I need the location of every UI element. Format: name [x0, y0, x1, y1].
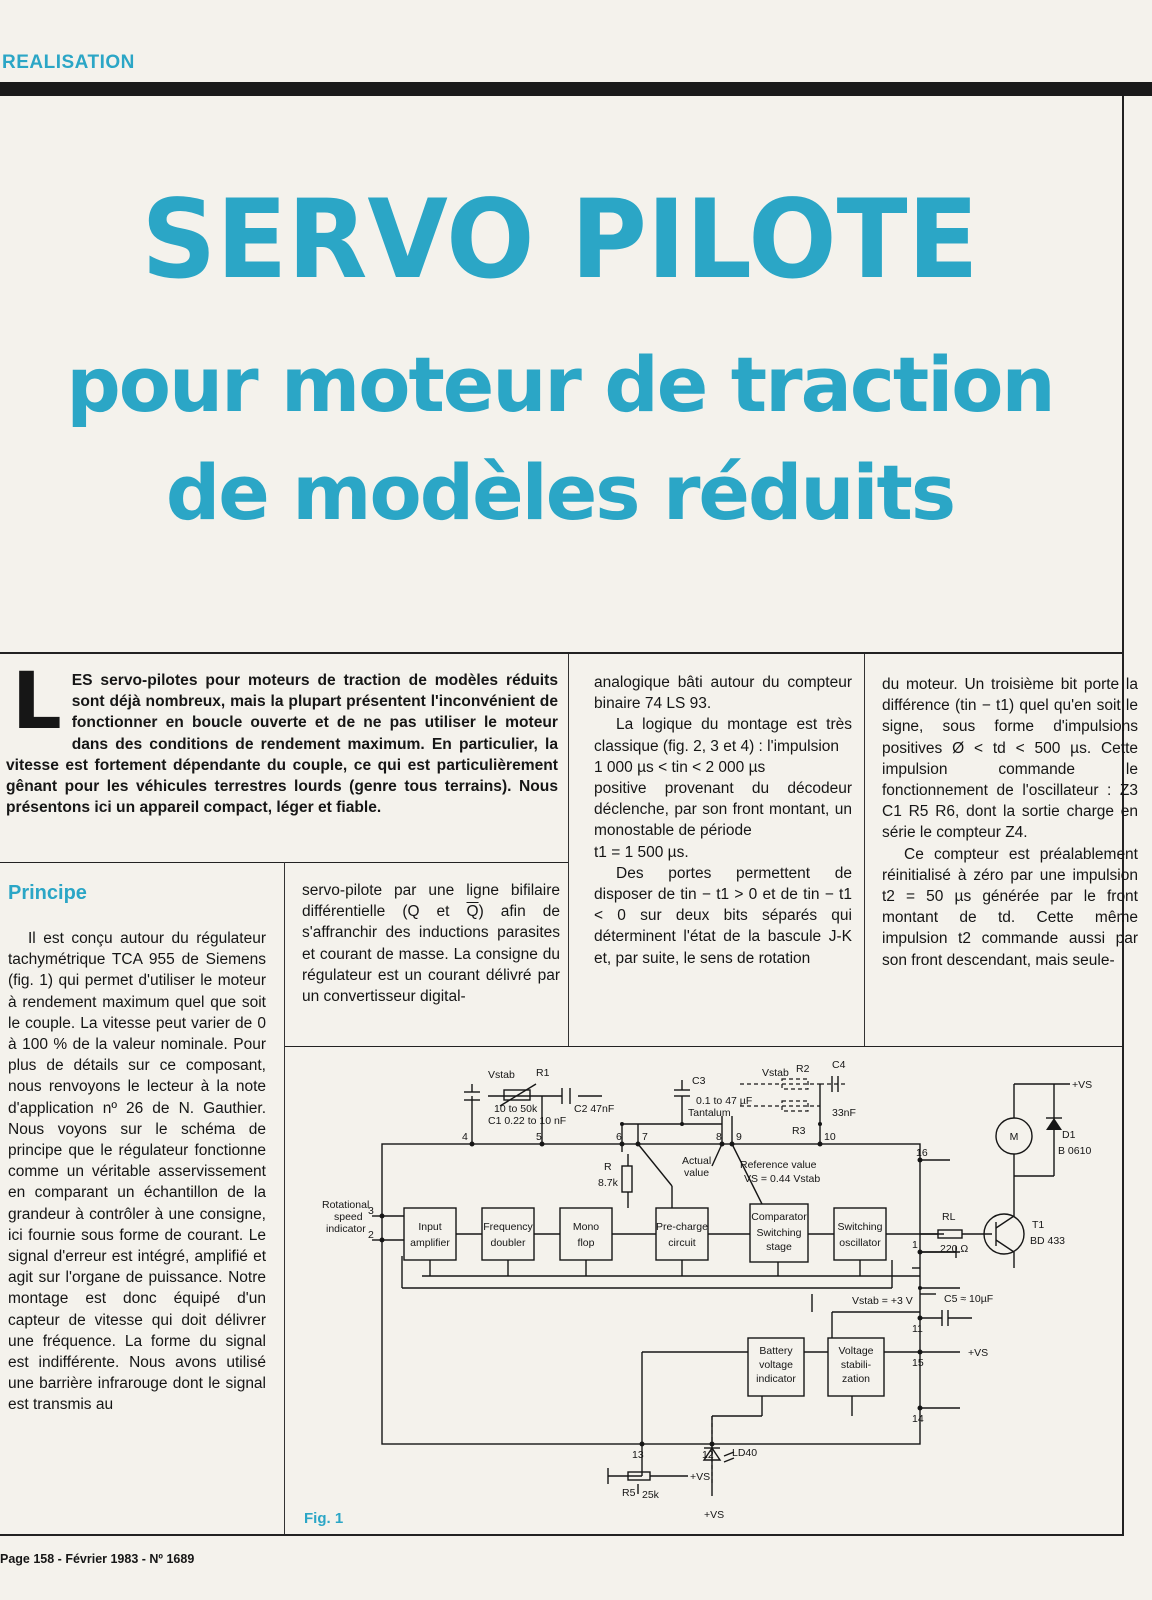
column-1-text: Il est conçu autour du régulateur tachymétrique TCA 955 de Siemens (fig. 1) qui permet d'utiliser le moteur à rendement maximum quel que soit le couple. La vitesse peut varier de 0 à 100 % de la valeur nominale. Pour plus de détails sur ce composant, nous renvoyons le lecteur à la note d'application nº 26 de N. Gauthier. Nous voyons sur le schéma de principe que le régulateur fonctionne comme un véritable asservissement en comparant un échantillon de la grandeur à contrôler à une consigne, ici fournie sous forme de courant. Le signal d'erreur est intégré, amplifié et agit sur l'organe de puissance. Notre montage est donc équipé d'un capteur de vitesse qui doit délivrer une fréquence. La forme du signal est indifférente. Nous avons utilisé une barrière infrarouge dont le signal est transmis au [8, 930, 266, 1414]
circuit-diagram [292, 1056, 1112, 1526]
svg-text:M: M [1009, 1131, 1019, 1143]
article-title: SERVO PILOTE [141, 174, 979, 304]
svg-text:25k: 25k [642, 1489, 659, 1501]
figure-label: Fig. 1 [304, 1510, 344, 1527]
svg-text:33nF: 33nF [832, 1107, 856, 1119]
svg-text:amplifier: amplifier [410, 1237, 450, 1249]
paragraph: positive provenant du décodeur déclenche, par son front montant, un monostable de période [594, 780, 852, 840]
formula: t1 = 1 500 µs. [594, 843, 689, 861]
ic-outline [382, 1144, 920, 1444]
column-2-text [302, 880, 560, 1007]
svg-text:12: 12 [702, 1449, 714, 1461]
col2-text-b: ) afin de s'affranchir des inductions parasites et courant de masse. La consigne du régulateur est un courant délivré par un convertisseur digital- [302, 903, 560, 1006]
svg-text:C2 47nF: C2 47nF [574, 1103, 615, 1115]
svg-text:Comparator: Comparator [751, 1211, 807, 1223]
svg-text:Frequency: Frequency [483, 1221, 533, 1233]
svg-text:16: 16 [916, 1147, 928, 1159]
section-label: REALISATION [2, 52, 135, 73]
block-input-amplifier [404, 1208, 456, 1260]
paragraph: Ce compteur est préalablement réinitialisé à zéro par une impulsion t2 = 50 µs générée par le front montant de td. Cette même impulsion t2 commande aussi par son front descendant, mais seule- [882, 845, 1138, 969]
svg-text:+VS: +VS [704, 1509, 725, 1521]
svg-text:10 to 50k: 10 to 50k [494, 1103, 538, 1115]
article-subtitle-1: pour moteur de traction [66, 340, 1054, 429]
svg-text:Switching: Switching [756, 1227, 802, 1239]
svg-text:Battery: Battery [759, 1345, 793, 1357]
bottom-rule [0, 1534, 1124, 1536]
svg-text:speed: speed [334, 1211, 363, 1223]
svg-text:Mono: Mono [572, 1221, 600, 1233]
svg-text:BD 433: BD 433 [1030, 1235, 1066, 1247]
block-switching-oscillator [834, 1208, 886, 1260]
svg-text:Rotational: Rotational [322, 1199, 370, 1211]
svg-text:voltage: voltage [759, 1359, 793, 1371]
svg-text:+VS: +VS [968, 1347, 989, 1359]
svg-text:LD40: LD40 [732, 1447, 758, 1459]
column-divider [864, 654, 865, 1046]
svg-text:B 0610: B 0610 [1058, 1145, 1092, 1157]
svg-text:D1: D1 [1062, 1129, 1076, 1141]
svg-text:value: value [684, 1167, 710, 1179]
svg-text:indicator: indicator [756, 1373, 796, 1385]
svg-text:Reference value: Reference value [740, 1159, 817, 1171]
svg-text:13: 13 [632, 1449, 644, 1461]
svg-text:C4: C4 [832, 1059, 846, 1071]
paragraph: du moteur. Un troisième bit porte la différence (tin − t1) quel qu'en soit le signe, sous forme d'impulsions positives Ø < td < 500 µs. Cette impulsion commande le fonctionnement de l'oscillateur : Z3 C1 R5 R6, dont la sortie charge en série le compteur Z4. [882, 676, 1138, 842]
column-3-text [594, 672, 852, 969]
svg-text:Vstab: Vstab [762, 1067, 789, 1079]
top-rule [0, 82, 1152, 96]
svg-text:15: 15 [912, 1357, 924, 1369]
svg-text:RL: RL [942, 1211, 956, 1223]
svg-text:stabili-: stabili- [840, 1359, 872, 1371]
label-input: Input [418, 1221, 442, 1233]
block-mono-flop [560, 1208, 612, 1260]
svg-text:8.7k: 8.7k [598, 1177, 618, 1189]
svg-text:7: 7 [642, 1131, 648, 1143]
svg-text:R: R [604, 1161, 612, 1173]
svg-text:circuit: circuit [668, 1237, 696, 1249]
intro-text: ES servo-pilotes pour moteurs de traction de modèles réduits sont déjà nombreux, mais la plupart présentent l'inconvénient de fonctionner en boucle ouverte et de ne pas utiliser le moteur dans des conditions de rendement maximum. En particulier, la vitesse est fortement dépendante du couple, ce qui est particulièrement gênant pour les véhicules terrestres lourds (genre tous terrains). Nous présentons ici un appareil compact, léger et fiable. [6, 672, 558, 817]
svg-text:indicator: indicator [326, 1223, 366, 1235]
paragraph: La logique du montage est très classique (fig. 2, 3 et 4) : l'impulsion [594, 716, 852, 755]
svg-text:9: 9 [736, 1131, 742, 1143]
drop-cap: L [12, 657, 62, 747]
column-divider [284, 862, 285, 1046]
svg-text:6: 6 [616, 1131, 622, 1143]
svg-text:Switching: Switching [837, 1221, 883, 1233]
svg-text:Actual: Actual [682, 1155, 712, 1167]
svg-text:flop: flop [577, 1237, 595, 1249]
svg-text:8: 8 [716, 1131, 722, 1143]
svg-text:+VS: +VS [690, 1471, 711, 1483]
svg-text:11: 11 [912, 1323, 923, 1335]
figure-top-rule [284, 1046, 1124, 1047]
svg-text:C5 ≈ 10µF: C5 ≈ 10µF [944, 1293, 994, 1305]
column-4-text [882, 674, 1138, 971]
svg-text:R3: R3 [792, 1125, 806, 1137]
svg-text:R5: R5 [622, 1487, 636, 1499]
intro-paragraph [6, 657, 558, 818]
page-footer: Page 158 - Février 1983 - Nº 1689 [0, 1552, 195, 1566]
article-subtitle-2: de modèles réduits [165, 448, 955, 537]
svg-text:0.1 to 47 µF: 0.1 to 47 µF [696, 1095, 753, 1107]
col2-text-a: servo-pilote par une ligne bifilaire différentielle (Q et [302, 882, 560, 921]
svg-text:220 Ω: 220 Ω [940, 1243, 969, 1255]
svg-text:2: 2 [368, 1229, 374, 1241]
svg-text:oscillator: oscillator [839, 1237, 881, 1249]
svg-text:Voltage: Voltage [838, 1345, 874, 1357]
svg-text:4: 4 [462, 1131, 468, 1143]
svg-text:stage: stage [766, 1241, 792, 1253]
paragraph: Des portes permettent de disposer de tin − t1 > 0 et de tin − t1 < 0 sur deux bits séparés qui déterminent l'état de la bascule J-K et, par suite, le sens de rotation [594, 864, 852, 967]
svg-text:Tantalum: Tantalum [688, 1107, 731, 1119]
q-bar: $\overline{Q}$ [466, 903, 479, 921]
svg-text:T1: T1 [1032, 1219, 1045, 1231]
svg-text:Vstab = +3 V: Vstab = +3 V [852, 1295, 913, 1307]
section-heading: Principe [8, 882, 87, 904]
column-divider [568, 654, 569, 1046]
svg-text:5: 5 [536, 1131, 542, 1143]
svg-text:+VS: +VS [1072, 1079, 1093, 1091]
svg-text:1: 1 [912, 1239, 918, 1251]
svg-text:R1: R1 [536, 1067, 550, 1079]
svg-text:14: 14 [912, 1413, 924, 1425]
figure-left-rule [284, 1046, 285, 1534]
svg-text:Vstab: Vstab [488, 1069, 515, 1081]
svg-text:VS = 0.44 Vstab: VS = 0.44 Vstab [744, 1173, 821, 1185]
block-frequency-doubler [482, 1208, 534, 1260]
formula: 1 000 µs < tin < 2 000 µs [594, 758, 766, 776]
svg-text:zation: zation [841, 1373, 871, 1385]
svg-text:C1 0.22 to 10 nF: C1 0.22 to 10 nF [488, 1115, 567, 1127]
block-pre-charge [656, 1208, 708, 1260]
svg-text:doubler: doubler [490, 1237, 526, 1249]
svg-text:C3: C3 [692, 1075, 706, 1087]
svg-text:10: 10 [824, 1131, 836, 1143]
svg-text:Pre-charge: Pre-charge [656, 1221, 708, 1233]
paragraph: analogique bâti autour du compteur binaire 74 LS 93. [594, 674, 852, 713]
svg-text:R2: R2 [796, 1063, 810, 1075]
rule-above-text [0, 652, 1124, 654]
svg-text:3: 3 [368, 1205, 374, 1217]
